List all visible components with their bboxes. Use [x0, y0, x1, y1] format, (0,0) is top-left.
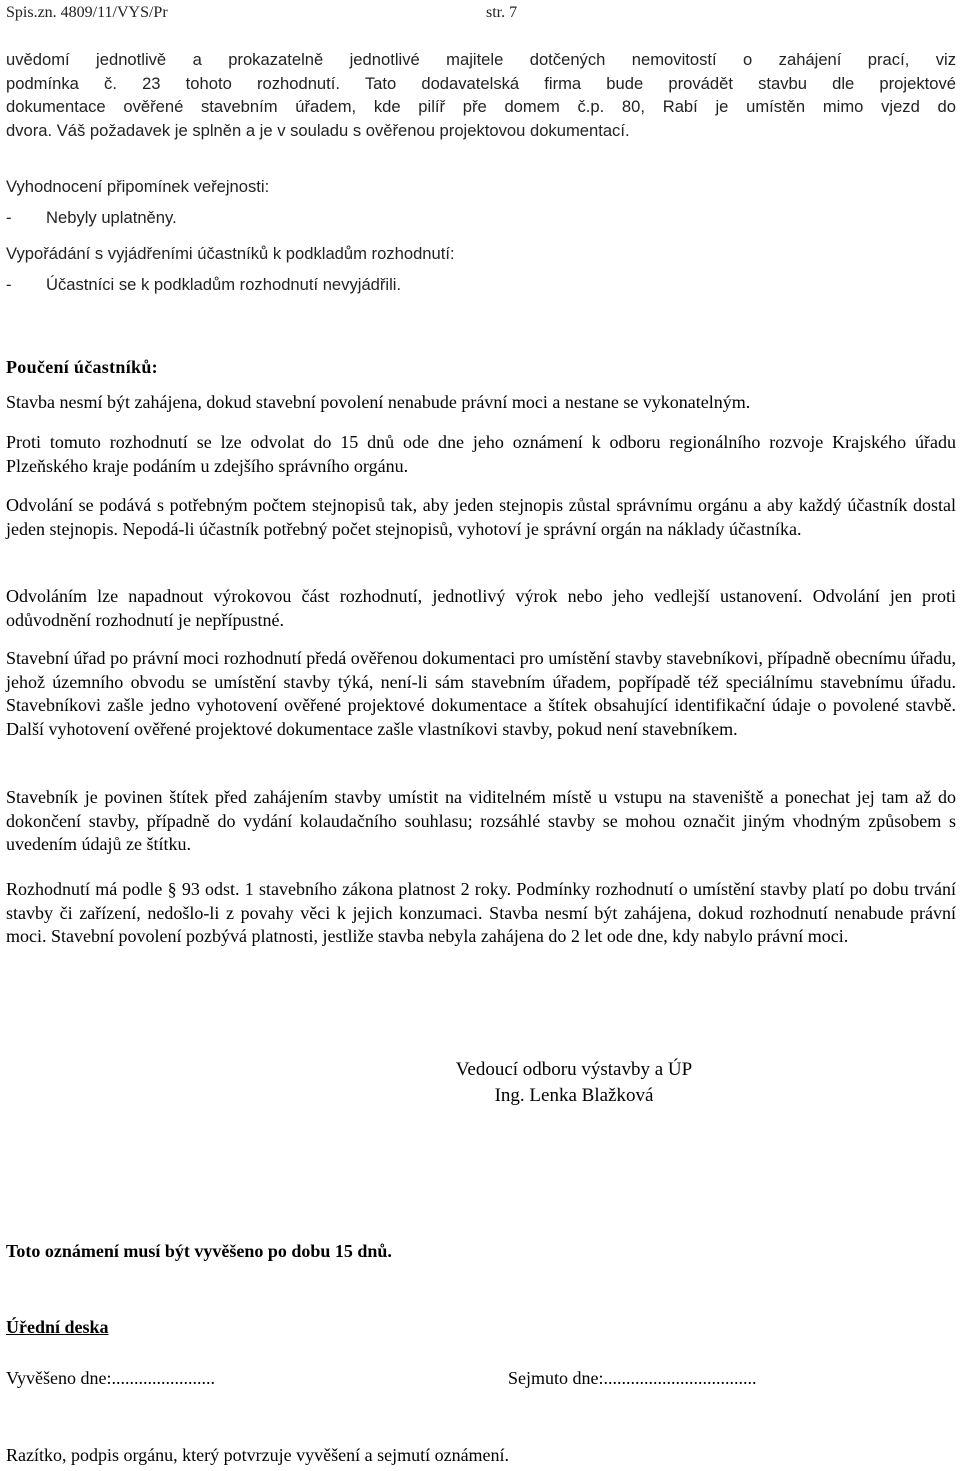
instruction-paragraph: Stavební úřad po právní moci rozhodnutí předá ověřenou dokumentaci pro umístění stavby stavebníkovi, případně obecnímu úřadu, jehož územního obvodu se umístění stavby týká, není-li sám stavebním úřadem, popřípadě též speciálnímu stavebnímu úřadu. Stavebníkovi zašle jedno vyhotovení ověřené projektové dokumentace a štítek obsahující identifikační údaje o povolené stavbě. Další vyhotovení ověřené projektové dokumentace zašle vlastníkovi stavby, pokud není stavebníkem.: [6, 648, 956, 739]
instruction-paragraph: Odvolání se podává s potřebným počtem stejnopisů tak, aby jeden stejnopis zůstal správnímu orgánu a aby každý účastník dostal jeden stejnopis. Nepodá-li účastník potřebný počet stejnopisů, vyhotoví je správní orgán na náklady účastníka.: [6, 495, 956, 539]
intro-line: dvora. Váš požadavek je splněn a je v souladu s ověřenou projektovou dokumentací.: [6, 120, 630, 140]
removed-date-field: Sejmuto dne:..................................: [508, 1368, 757, 1388]
list-dash: -: [6, 275, 12, 294]
page-number: str. 7: [486, 4, 518, 21]
instruction-paragraph: Stavba nesmí být zahájena, dokud stavební povolení nenabude právní moci a nestane se vykonatelným.: [6, 392, 751, 412]
instruction-paragraph: Rozhodnutí má podle § 93 odst. 1 stavebního zákona platnost 2 roky. Podmínky rozhodnutí o umístění stavby platí po dobu trvání stavby či zařízení, nedošlo-li z povahy věci k jejich konzumaci. Stavba nesmí být zahájena, dokud rozhodnutí nenabude právní moci. Stavební povolení pozbývá platnosti, jestliže stavba nebyla zahájena do 2 let ode dne, kdy nabylo právní moci.: [6, 879, 956, 946]
instruction-paragraph: Odvoláním lze napadnout výrokovou část rozhodnutí, jednotlivý výrok nebo jeho vedlejší ustanovení. Odvolání jen proti odůvodnění rozhodnutí je nepřípustné.: [6, 586, 956, 630]
posted-date-field: Vyvěšeno dne:.......................: [6, 1368, 215, 1388]
participants-item: [6, 273, 401, 297]
signature-name: Ing. Lenka Blažková: [494, 1085, 654, 1106]
official-board-heading: Úřední deska: [6, 1317, 109, 1337]
intro-line: dokumentace ověřené stavebním úřadem, kde pilíř pře domem č.p. 80, Rabí je umístěn mimo vjezd do: [6, 97, 956, 116]
instruction-heading: Poučení účastníků:: [6, 357, 158, 377]
participants-heading: Vypořádání s vyjádřeními účastníků k podkladům rozhodnutí:: [6, 244, 455, 263]
public-comments-item: [6, 206, 177, 230]
instruction-paragraph: Stavebník je povinen štítek před zahájením stavby umístit na viditelném místě u vstupu na staveniště a ponechat jej tam až do dokončení stavby, případně do vydání kolaudačního souhlasu; rozsáhlé stavby se mohou označit jiným vhodným způsobem s uvedením údajů ze štítku.: [6, 787, 956, 854]
public-comments-item-text: Nebyly uplatněny.: [46, 208, 177, 227]
intro-line: uvědomí jednotlivě a prokazatelně jednotlivé majitele dotčených nemovitostí o zahájení prací, viz: [6, 50, 956, 69]
reference-number: Spis.zn. 4809/11/VYS/Pr: [6, 4, 168, 21]
stamp-note: Razítko, podpis orgánu, který potvrzuje vyvěšení a sejmutí oznámení.: [6, 1445, 510, 1465]
participants-item-text: Účastníci se k podkladům rozhodnutí nevyjádřili.: [46, 275, 402, 294]
intro-line: podmínka č. 23 tohoto rozhodnutí. Tato dodavatelská firma bude provádět stavbu dle projektové: [6, 73, 956, 93]
posting-notice: Toto oznámení musí být vyvěšeno po dobu 15 dnů.: [6, 1241, 392, 1261]
public-comments-heading: Vyhodnocení připomínek veřejnosti:: [6, 177, 270, 196]
signature-role: Vedoucí odboru výstavby a ÚP: [455, 1059, 693, 1080]
list-dash: -: [6, 208, 12, 227]
instruction-paragraph: Proti tomuto rozhodnutí se lze odvolat do 15 dnů ode dne jeho oznámení k odboru regionálního rozvoje Krajského úřadu Plzeňského kraje podáním u zdejšího správního orgánu.: [6, 432, 956, 476]
